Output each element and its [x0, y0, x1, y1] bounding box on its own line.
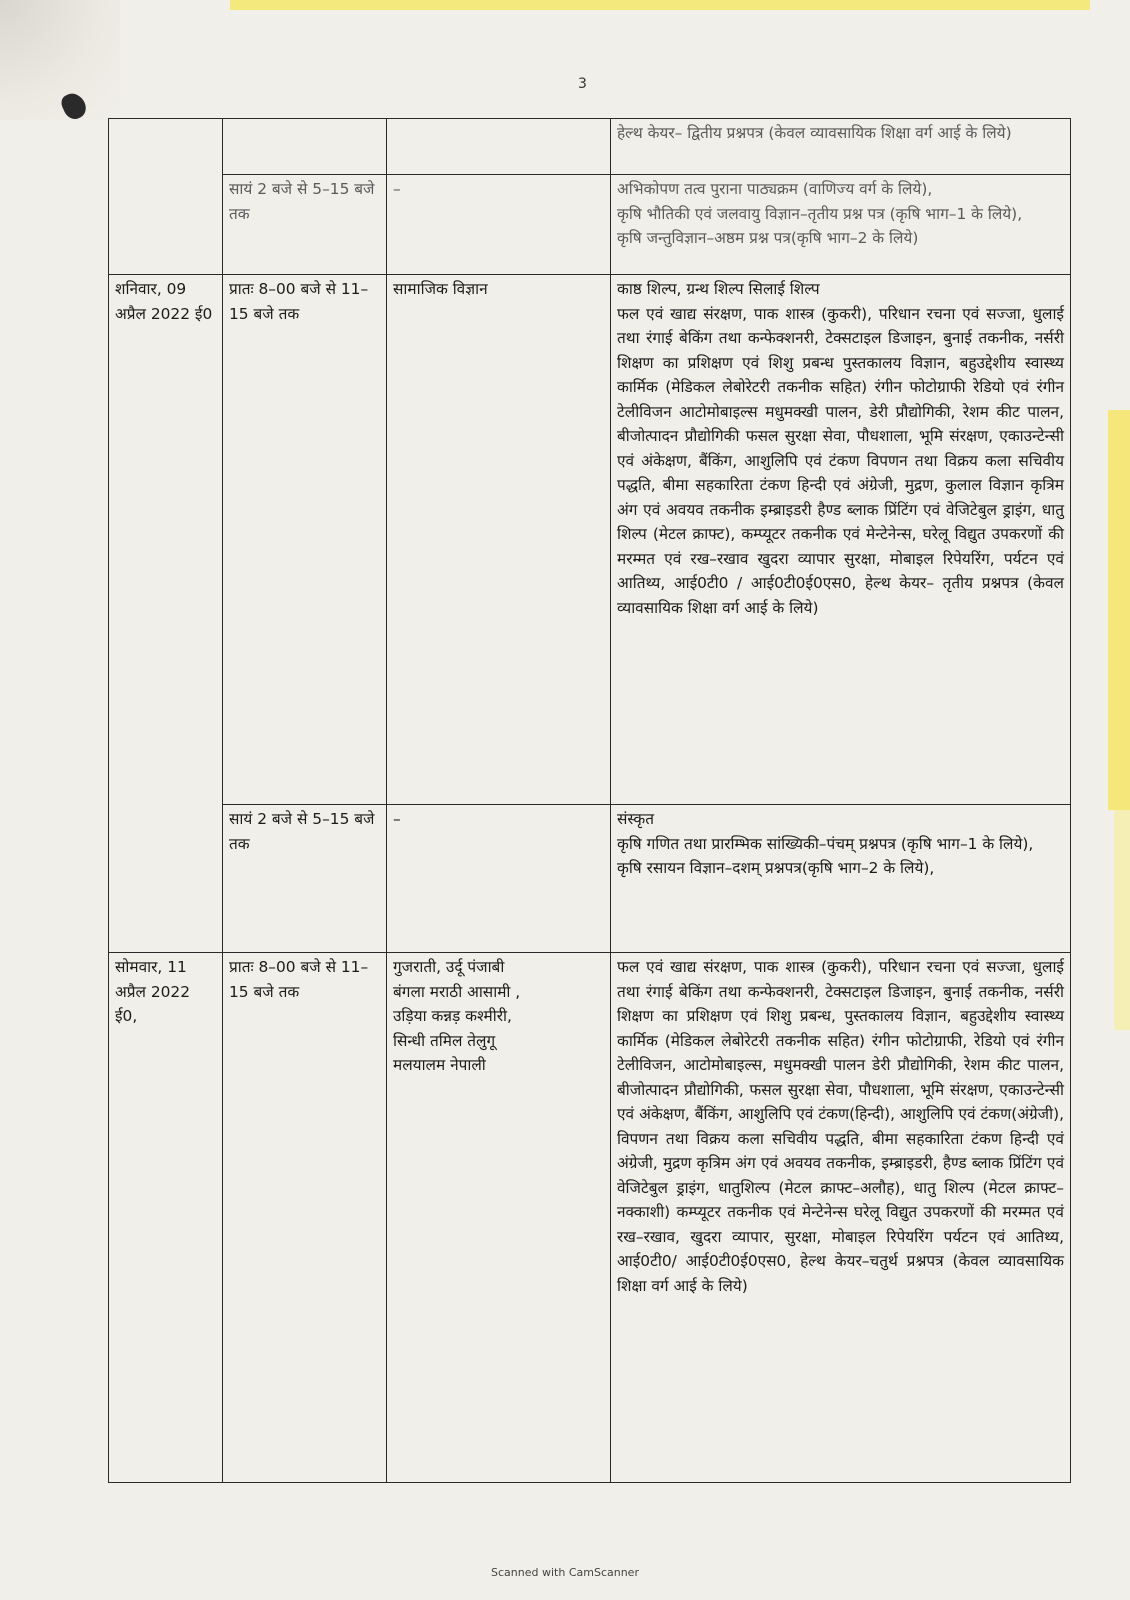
vocational-line: कृषि भौतिकी एवं जलवायु विज्ञान–तृतीय प्रश्न पत्र (कृषि भाग–1 के लिये),	[617, 204, 1023, 223]
vocational-subjects-cell: फल एवं खाद्य संरक्षण, पाक शास्त्र (कुकरी), परिधान रचना एवं सज्जा, धुलाई तथा रंगाई बेकिंग तथा कन्फेक्शनरी, टेक्सटाइल डिजाइन, बुनाई तकनीक, नर्सरी शिक्षण का प्रशिक्षण एवं शिशु प्रबन्ध, पुस्तकालय विज्ञान, बहुउद्देशीय स्वास्थ्य कार्मिक (मेडिकल लेबोरेटरी तकनीक सहित) रंगीन फोटोग्राफी, रेडियो एवं रंगीन टेलीविजन, आटोमोबाइल्स, मधुमक्खी पालन डेरी प्रौद्योगिकी, रेशम कीट पालन, बीजोत्पादन प्रौद्योगिकी, फसल सुरक्षा सेवा, पौधशाला, भूमि संरक्षण, एकाउन्टेन्सी एवं अंकेक्षण, बैंकिंग, आशुलिपि एवं टंकण(हिन्दी), आशुलिपि एवं टंकण(अंग्रेजी), विपणन तथा विक्रय कला सचिवीय पद्धति, बीमा सहकारिता टंकण हिन्दी एवं अंग्रेजी, मुद्रण कृत्रिम अंग एवं अवयव तकनीक, इम्ब्राइडरी, हैण्ड ब्लाक प्रिंटिंग एवं वेजिटेबुल ड्राइंग, धातुशिल्प (मेटल क्राफ्ट–अलौह), धातु शिल्प (मेटल क्राफ्ट–नक्काशी) कम्प्यूटर तकनीक एवं मेन्टेनेन्स घरेलू विद्युत उपकरणों की मरम्मत एवं रख–रखाव, खुदरा व्यापार, सुरक्षा, मोबाइल रिपेयरिंग पर्यटन एवं आतिथ्य, आई0टी0/ आई0टी0ई0एस0, हेल्थ केयर–चतुर्थ प्रश्नपत्र (केवल व्यावसायिक शिक्षा वर्ग आई के लिये)	[611, 953, 1071, 1483]
scanner-footer: Scanned with CamScanner	[491, 1566, 639, 1579]
vocational-subjects-cell	[611, 175, 1071, 275]
time-cell: प्रातः 8–00 बजे से 11–15 बजे तक	[223, 953, 387, 1483]
adjacent-page-edge	[1108, 410, 1130, 810]
vocational-subjects-cell	[611, 275, 1071, 805]
date-cell	[109, 119, 223, 275]
page-number: 3	[578, 76, 587, 92]
date-cell: सोमवार, 11 अप्रैल 2022 ई0,	[109, 953, 223, 1483]
time-cell: सायं 2 बजे से 5–15 बजे तक	[223, 805, 387, 953]
subject-line: मलयालम नेपाली	[393, 1056, 486, 1074]
vocational-line: काष्ठ शिल्प, ग्रन्थ शिल्प सिलाई शिल्प	[617, 280, 820, 298]
adjacent-page-edge-lower	[1114, 810, 1130, 1030]
time-cell: सायं 2 बजे से 5–15 बजे तक	[223, 175, 387, 275]
time-cell: प्रातः 8–00 बजे से 11–15 बजे तक	[223, 275, 387, 805]
vocational-line: संस्कृत	[617, 810, 654, 828]
table-row	[109, 805, 1071, 953]
vocational-line: कृषि रसायन विज्ञान–दशम् प्रश्नपत्र(कृषि भाग–2 के लिये),	[617, 859, 935, 877]
vocational-list: फल एवं खाद्य संरक्षण, पाक शास्त्र (कुकरी), परिधान रचना एवं सज्जा, धुलाई तथा रंगाई बेकिंग तथा कन्फेक्शनरी, टेक्सटाइल डिजाइन, बुनाई तकनीक, नर्सरी शिक्षण का प्रशिक्षण एवं शिशु प्रबन्ध पुस्तकालय विज्ञान, बहुउद्देशीय स्वास्थ्य कार्मिक (मेडिकल लेबोरेटरी तकनीक सहित) रंगीन फोटोग्राफी रेडियो एवं रंगीन टेलीविजन आटोमोबाइल्स मधुमक्खी पालन, डेरी प्रौद्योगिकी, रेशम कीट पालन, बीजोत्पादन प्रौद्योगिकी फसल सुरक्षा सेवा, पौधशाला, भूमि संरक्षण, एकाउन्टेन्सी एवं अंकेक्षण, बैंकिंग, आशुलिपि एवं टंकण विपणन तथा विक्रय कला सचिवीय पद्धति, बीमा सहकारिता टंकण हिन्दी एवं अंग्रेजी, मुद्रण, कुलाल विज्ञान कृत्रिम अंग एवं अवयव तकनीक इम्ब्राइडरी हैण्ड ब्लाक प्रिंटिंग एवं वेजिटेबुल ड्राइंग, धातु शिल्प (मेटल क्राफ्ट), कम्प्यूटर तकनीक एवं मेन्टेनेन्स, घरेलू विद्युत उपकरणों की मरम्मत एवं रख–रखाव खुदरा व्यापार सुरक्षा, मोबाइल रिपेयरिंग, पर्यटन एवं आतिथ्य, आई0टी0 / आई0टी0ई0एस0, हेल्थ केयर– तृतीय प्रश्नपत्र (केवल व्यावसायिक शिक्षा वर्ग आई के लिये)	[617, 304, 1064, 617]
vocational-subjects-cell	[611, 805, 1071, 953]
subject-line: बंगला मराठी आसामी ,	[393, 982, 521, 1001]
vocational-line: कृषि गणित तथा प्रारम्भिक सांख्यिकी–पंचम् प्रश्नपत्र (कृषि भाग–1 के लिये),	[617, 834, 1034, 853]
page-corner-shadow	[0, 0, 120, 120]
exam-schedule-table	[108, 118, 1071, 1483]
table-row	[109, 953, 1071, 1483]
subject-cell: –	[387, 175, 611, 275]
subject-line: उड़िया कन्नड़ कश्मीरी,	[393, 1007, 512, 1025]
subject-line: गुजराती, उर्दू पंजाबी	[393, 958, 505, 976]
table-row	[109, 275, 1071, 805]
vocational-subjects-cell: हेल्थ केयर– द्वितीय प्रश्नपत्र (केवल व्यावसायिक शिक्षा वर्ग आई के लिये)	[611, 119, 1071, 175]
subject-cell: –	[387, 805, 611, 953]
date-cell: शनिवार, 09 अप्रैल 2022 ई0	[109, 275, 223, 953]
top-highlight-strip	[230, 0, 1090, 10]
table-row	[109, 175, 1071, 275]
vocational-line: अभिकोपण तत्व पुराना पाठ्यक्रम (वाणिज्य वर्ग के लिये),	[617, 180, 933, 198]
subject-line: सिन्धी तमिल तेलुगू	[393, 1031, 496, 1050]
time-cell	[223, 119, 387, 175]
table-row	[109, 119, 1071, 175]
subject-cell	[387, 953, 611, 1483]
subject-cell: सामाजिक विज्ञान	[387, 275, 611, 805]
subject-cell	[387, 119, 611, 175]
vocational-line: कृषि जन्तुविज्ञान–अष्ठम प्रश्न पत्र(कृषि भाग–2 के लिये)	[617, 229, 919, 247]
